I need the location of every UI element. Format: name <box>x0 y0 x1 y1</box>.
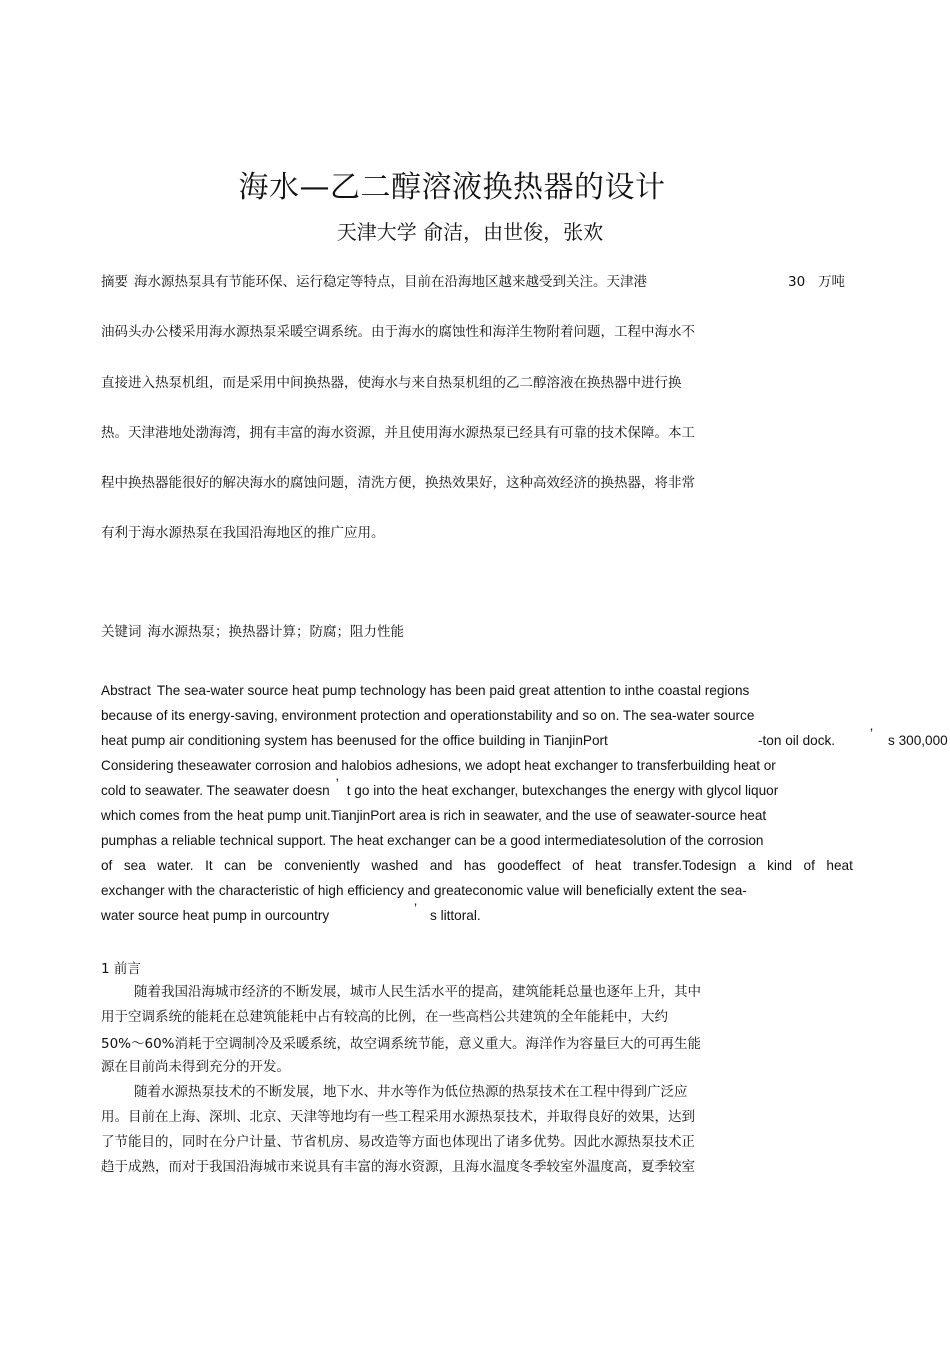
abstract-en-word: kind <box>767 858 793 873</box>
abstract-en-word: of <box>803 858 815 873</box>
abstract-en-word: conveniently <box>284 858 360 873</box>
apostrophe-mark: ’ <box>870 726 874 741</box>
abstract-en-word: and <box>429 858 453 873</box>
keywords <box>101 620 404 640</box>
abstract-en-word: heat <box>826 858 853 873</box>
abstract-zh-line-6: 有利于海水源热泵在我国沿海地区的推广应用。 <box>101 525 385 541</box>
abstract-en-line-4: Considering theseawater corrosion and halobios adhesions, we adopt heat exchanger to transferbuilding heat or <box>101 758 776 773</box>
abstract-en-word: washed <box>371 858 419 873</box>
paper-title: 海水—乙二醇溶液换热器的设计 <box>238 170 666 205</box>
section-line-2: 用于空调系统的能耗在总建筑能耗中占有较高的比例，在一些高档公共建筑的全年能耗中，大约 <box>101 1009 668 1025</box>
abstract-en-word: water. <box>157 858 194 873</box>
authors: 天津大学 俞洁，由世俊，张欢 <box>336 220 604 244</box>
section-line-5: 随着水源热泵技术的不断发展，地下水、井水等作为低位热源的热泵技术在工程中得到广泛应 <box>134 1084 688 1100</box>
abstract-en-line-7: pumphas a reliable technical support. The heat exchanger can be a good intermediatesolution of the corrosion <box>101 833 764 848</box>
section-heading: 1 前言 <box>101 961 141 977</box>
abstract-en-word: It <box>205 858 213 873</box>
section-line-6: 用。目前在上海、深圳、北京、天津等地均有一些工程采用水源热泵技术，并取得良好的效果，达到 <box>101 1109 695 1125</box>
section-line-7: 了节能目的，同时在分户计量、节省机房、易改造等方面也体现出了诸多优势。因此水源热泵技术正 <box>101 1134 695 1150</box>
abstract-en-line-2: because of its energy-saving, environment protection and operationstability and so on. The sea-water source <box>101 708 755 723</box>
section-line-8: 趋于成熟，而对于我国沿海城市来说具有丰富的海水资源，且海水温度冬季较室外温度高，夏季较室 <box>101 1159 695 1175</box>
abstract-en-line-6: which comes from the heat pump unit.TianjinPort area is rich in seawater, and the use of seawater-source heat <box>101 808 767 823</box>
section-line-4: 源在目前尚未得到充分的开发。 <box>101 1059 290 1075</box>
abstract-en-word: transfer.Todesign <box>632 858 737 873</box>
abstract-zh-line-4: 热。天津港地处渤海湾，拥有丰富的海水资源，并且使用海水源热泵已经具有可靠的技术保障。本工 <box>101 425 695 441</box>
abstract-zh-line-1: 摘要 海水源热泵具有节能环保、运行稳定等特点，目前在沿海地区越来越受到关注。天津港 <box>101 274 647 290</box>
abstract-en-line-3c: s 300,000 <box>888 733 948 748</box>
abstract-en-line-10c: s littoral. <box>430 908 481 923</box>
abstract-en-label: Abstract <box>101 683 151 698</box>
section-line-3: 50%～60%消耗于空调制冷及采暖系统，故空调系统节能，意义重大。海洋作为容量巨大的可再生能 <box>101 1036 702 1052</box>
abstract-zh-line-3: 直接进入热泵机组，而是采用中间换热器，使海水与来自热泵机组的乙二醇溶液在换热器中进行换 <box>101 375 682 391</box>
abstract-en-line-9: exchanger with the characteristic of high efficiency and greateconomic value will beneficially extent the sea- <box>101 883 747 898</box>
abstract-en-word: of <box>101 858 113 873</box>
abstract-en-line-5: cold to seawater. The seawater doesn ’ t go into the heat exchanger, butexchanges the energy with glycol liquor <box>101 776 779 798</box>
abstract-en-word: sea <box>123 858 146 873</box>
keywords-label: 关键词 <box>101 624 142 640</box>
abstract-en-word: goodeffect <box>497 858 561 873</box>
abstract-en-word: of <box>572 858 584 873</box>
abstract-en-word: can <box>224 858 247 873</box>
abstract-en-word: heat <box>594 858 622 873</box>
abstract-en-line-3a: heat pump air conditioning system has beenused for the office building in TianjinPort <box>101 733 608 748</box>
keywords-text: 海水源热泵；换热器计算；防腐；阻力性能 <box>147 624 404 640</box>
abstract-zh-label: 摘要 <box>101 274 128 290</box>
abstract-en-word: has <box>463 858 486 873</box>
section-line-1: 随着我国沿海城市经济的不断发展，城市人民生活水平的提高，建筑能耗总量也逐年上升，其中 <box>134 984 701 1000</box>
abstract-zh-line-5: 程中换热器能很好的解决海水的腐蚀问题，清洗方便，换热效果好，这种高效经济的换热器，将非常 <box>101 475 695 491</box>
apostrophe-mark: ’ <box>414 901 418 916</box>
abstract-en-line-3d: -ton oil dock. <box>758 733 836 748</box>
abstract-zh-tail: 30 万吨 <box>788 274 846 290</box>
abstract-en-line-1: Abstract The sea-water source heat pump technology has been paid great attention to inthe coastal regions <box>101 683 750 698</box>
abstract-en-line-10a: water source heat pump in ourcountry <box>101 908 330 923</box>
abstract-zh-line-2: 油码头办公楼采用海水源热泵采暖空调系统。由于海水的腐蚀性和海洋生物附着问题，工程中海水不 <box>101 324 695 340</box>
abstract-en-word: a <box>748 858 756 873</box>
abstract-en-word: be <box>257 858 273 873</box>
abstract-en-line-8 <box>101 858 853 873</box>
